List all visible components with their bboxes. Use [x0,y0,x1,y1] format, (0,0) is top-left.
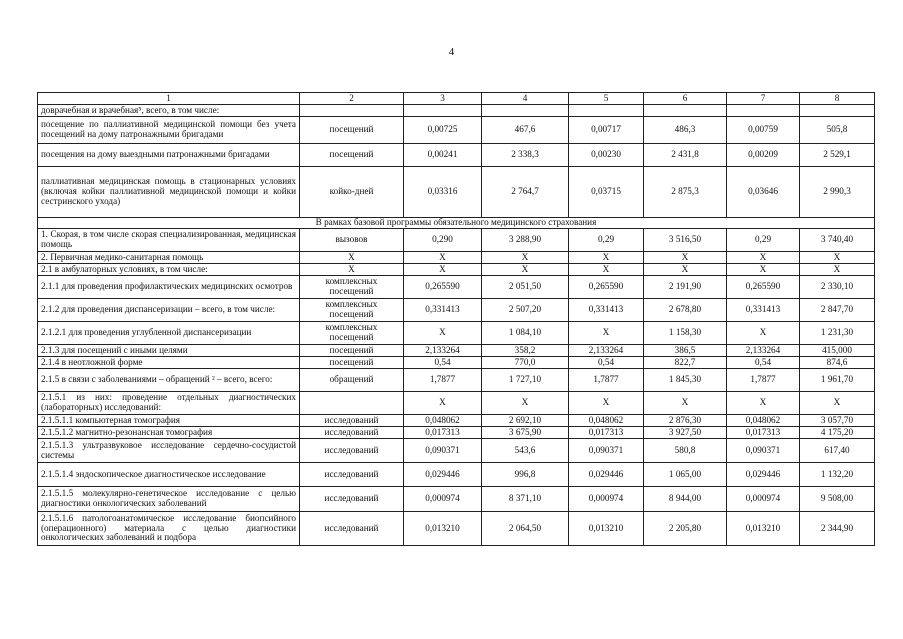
value-cell: X [404,322,482,345]
value-cell: 0,00717 [569,117,644,144]
value-cell: 2 529,1 [800,144,875,167]
value-cell: X [644,264,727,276]
section-heading: В рамках базовой программы обязательного медицинского страхования [38,218,875,229]
column-number: 7 [727,93,800,105]
value-cell: X [404,264,482,276]
unit-cell: исследований [300,512,404,546]
value-cell: 3 057,70 [800,415,875,427]
value-cell: 0,54 [569,357,644,369]
value-cell: 0,00230 [569,144,644,167]
column-number: 1 [38,93,300,105]
column-number: 5 [569,93,644,105]
table-row [38,427,875,439]
value-cell: 2 205,80 [644,512,727,546]
row-label: паллиативная медицинская помощь в стационарных условиях (включая койки паллиативной медицинской помощи и койки сестринского ухода) [38,167,300,218]
value-cell: 1 231,30 [800,322,875,345]
value-cell: 996,8 [482,463,569,487]
value-cell: 0,331413 [404,299,482,322]
column-number: 6 [644,93,727,105]
value-cell: 2 507,20 [482,299,569,322]
value-cell: 8 371,10 [482,487,569,512]
value-cell: X [727,392,800,415]
unit-cell [300,105,404,117]
value-cell: X [727,264,800,276]
tariff-table [37,92,875,546]
value-cell: 0,29 [569,229,644,252]
value-cell: 0,013210 [404,512,482,546]
value-cell: 0,00241 [404,144,482,167]
row-label: 2.1.5.1.2 магнитно-резонансная томография [38,427,300,439]
unit-cell: посещений [300,117,404,144]
value-cell: 467,6 [482,117,569,144]
value-cell: 0,017313 [569,427,644,439]
value-cell: 358,2 [482,345,569,357]
row-label: 2.1.5.1.4 эндоскопическое диагностическое исследование [38,463,300,487]
value-cell: 0,000974 [569,487,644,512]
table-row [38,105,875,117]
value-cell: 2 191,90 [644,276,727,299]
value-cell: 2 344,90 [800,512,875,546]
value-cell: 9 508,00 [800,487,875,512]
value-cell: 505,8 [800,117,875,144]
unit-cell: X [300,264,404,276]
value-cell: 0,265590 [404,276,482,299]
value-cell: 1 961,70 [800,369,875,392]
table-row [38,369,875,392]
column-number-row [38,93,875,105]
value-cell: 0,048062 [727,415,800,427]
row-label: 2.1.3 для посещений с иными целями [38,345,300,357]
value-cell [482,105,569,117]
value-cell: 2 990,3 [800,167,875,218]
value-cell: X [569,264,644,276]
value-cell: 0,290 [404,229,482,252]
value-cell: X [482,392,569,415]
table-row [38,345,875,357]
table-row [38,229,875,252]
row-label: посещение по паллиативной медицинской помощи без учета посещений на дому патронажными бригадами [38,117,300,144]
value-cell: X [727,322,800,345]
value-cell: 2 338,3 [482,144,569,167]
row-label: 2.1.1 для проведения профилактических медицинских осмотров [38,276,300,299]
value-cell: 1 727,10 [482,369,569,392]
value-cell [727,105,800,117]
value-cell [644,105,727,117]
value-cell: 0,265590 [569,276,644,299]
value-cell: 617,40 [800,439,875,463]
value-cell: 0,00759 [727,117,800,144]
value-cell: 0,54 [727,357,800,369]
value-cell: 0,331413 [569,299,644,322]
value-cell: 1 132,20 [800,463,875,487]
value-cell: 0,000974 [727,487,800,512]
value-cell: 2 764,7 [482,167,569,218]
value-cell: 0,013210 [727,512,800,546]
table-row [38,357,875,369]
value-cell: 0,017313 [404,427,482,439]
unit-cell: посещений [300,345,404,357]
unit-cell: посещений [300,357,404,369]
value-cell: 2 051,50 [482,276,569,299]
table-row [38,264,875,276]
value-cell: 0,03646 [727,167,800,218]
column-number: 2 [300,93,404,105]
table-row [38,439,875,463]
table-row [38,463,875,487]
value-cell: 0,331413 [727,299,800,322]
value-cell: 0,00209 [727,144,800,167]
value-cell: 770,0 [482,357,569,369]
value-cell: 3 927,50 [644,427,727,439]
value-cell [800,105,875,117]
value-cell: 0,048062 [569,415,644,427]
value-cell: X [800,392,875,415]
value-cell: 0,090371 [569,439,644,463]
value-cell: 543,6 [482,439,569,463]
row-label: 2.1.4 в неотложной форме [38,357,300,369]
value-cell: 0,29 [727,229,800,252]
value-cell: X [404,252,482,264]
value-cell: 0,029446 [404,463,482,487]
value-cell: X [482,252,569,264]
table-row [38,276,875,299]
value-cell: X [569,252,644,264]
row-label: 2.1.5.1.3 ультразвуковое исследование сердечно-сосудистой системы [38,439,300,463]
value-cell: 2,133264 [727,345,800,357]
row-label: 2.1.2 для проведения диспансеризации – всего, в том числе: [38,299,300,322]
value-cell: 580,8 [644,439,727,463]
row-label: 2.1.5 в связи с заболеваниями – обращений ² – всего, всего: [38,369,300,392]
value-cell: 386,5 [644,345,727,357]
value-cell: X [727,252,800,264]
value-cell: 0,013210 [569,512,644,546]
value-cell: 3 516,50 [644,229,727,252]
value-cell: 0,090371 [404,439,482,463]
value-cell: X [644,392,727,415]
value-cell: 415,000 [800,345,875,357]
table-row [38,392,875,415]
value-cell: 1,7877 [404,369,482,392]
value-cell: 822,7 [644,357,727,369]
section-row [38,218,875,229]
unit-cell: исследований [300,487,404,512]
value-cell: 1 084,10 [482,322,569,345]
unit-cell: исследований [300,463,404,487]
row-label: 2. Первичная медико-санитарная помощь [38,252,300,264]
value-cell: X [800,264,875,276]
table-row [38,487,875,512]
unit-cell [300,392,404,415]
value-cell: 2 330,10 [800,276,875,299]
value-cell: 0,00725 [404,117,482,144]
table-row [38,252,875,264]
value-cell: X [569,392,644,415]
row-label: 1. Скорая, в том числе скорая специализированная, медицинская помощь [38,229,300,252]
value-cell: X [482,264,569,276]
table-row [38,415,875,427]
value-cell: 486,3 [644,117,727,144]
value-cell: X [569,322,644,345]
value-cell: 0,048062 [404,415,482,427]
value-cell: 1 845,30 [644,369,727,392]
row-label: 2.1.5.1.1 компьютерная томография [38,415,300,427]
column-number: 3 [404,93,482,105]
value-cell: 2 876,30 [644,415,727,427]
column-number: 8 [800,93,875,105]
table-row [38,144,875,167]
value-cell: 2 875,3 [644,167,727,218]
value-cell: 0,03316 [404,167,482,218]
value-cell: X [404,392,482,415]
value-cell: 4 175,20 [800,427,875,439]
row-label: 2.1.2.1 для проведения углубленной диспансеризации [38,322,300,345]
value-cell: 0,029446 [569,463,644,487]
unit-cell: койко-дней [300,167,404,218]
table-row [38,167,875,218]
value-cell: 0,017313 [727,427,800,439]
column-number: 4 [482,93,569,105]
table-row [38,117,875,144]
value-cell: 2 064,50 [482,512,569,546]
value-cell: X [644,252,727,264]
row-label: 2.1.5.1.5 молекулярно-генетическое исследование с целью диагностики онкологических заболеваний [38,487,300,512]
value-cell: 0,03715 [569,167,644,218]
unit-cell: комплексных посещений [300,322,404,345]
unit-cell: исследований [300,415,404,427]
value-cell: 2 847,70 [800,299,875,322]
unit-cell: X [300,252,404,264]
page-number: 4 [448,46,455,58]
value-cell: 0,090371 [727,439,800,463]
unit-cell: вызовов [300,229,404,252]
value-cell: 3 288,90 [482,229,569,252]
unit-cell: комплексных посещений [300,276,404,299]
row-label: доврачебная и врачебная⁵, всего, в том числе: [38,105,300,117]
unit-cell: посещений [300,144,404,167]
row-label: 2.1 в амбулаторных условиях, в том числе: [38,264,300,276]
value-cell: 874,6 [800,357,875,369]
value-cell: 0,029446 [727,463,800,487]
value-cell: 1,7877 [727,369,800,392]
table-row [38,322,875,345]
value-cell: 2,133264 [569,345,644,357]
value-cell: 2 431,8 [644,144,727,167]
value-cell: 1,7877 [569,369,644,392]
value-cell: 3 740,40 [800,229,875,252]
row-label: посещения на дому выездными патронажными бригадами [38,144,300,167]
unit-cell: исследований [300,439,404,463]
value-cell: 1 065,00 [644,463,727,487]
value-cell [404,105,482,117]
value-cell: 2,133264 [404,345,482,357]
table-row [38,299,875,322]
value-cell [569,105,644,117]
value-cell: 0,54 [404,357,482,369]
value-cell: 0,265590 [727,276,800,299]
value-cell: 0,000974 [404,487,482,512]
unit-cell: комплексных посещений [300,299,404,322]
value-cell: 8 944,00 [644,487,727,512]
row-label: 2.1.5.1 из них: проведение отдельных диагностических (лабораторных) исследований: [38,392,300,415]
unit-cell: обращений [300,369,404,392]
value-cell: 2 692,10 [482,415,569,427]
unit-cell: исследований [300,427,404,439]
table-row [38,512,875,546]
value-cell: 1 158,30 [644,322,727,345]
row-label: 2.1.5.1.6 патологоанатомическое исследование биопсийного (операционного) материала с целью диагностики онкологических заболеваний и подбора [38,512,300,546]
value-cell: 3 675,90 [482,427,569,439]
value-cell: 2 678,80 [644,299,727,322]
value-cell: X [800,252,875,264]
